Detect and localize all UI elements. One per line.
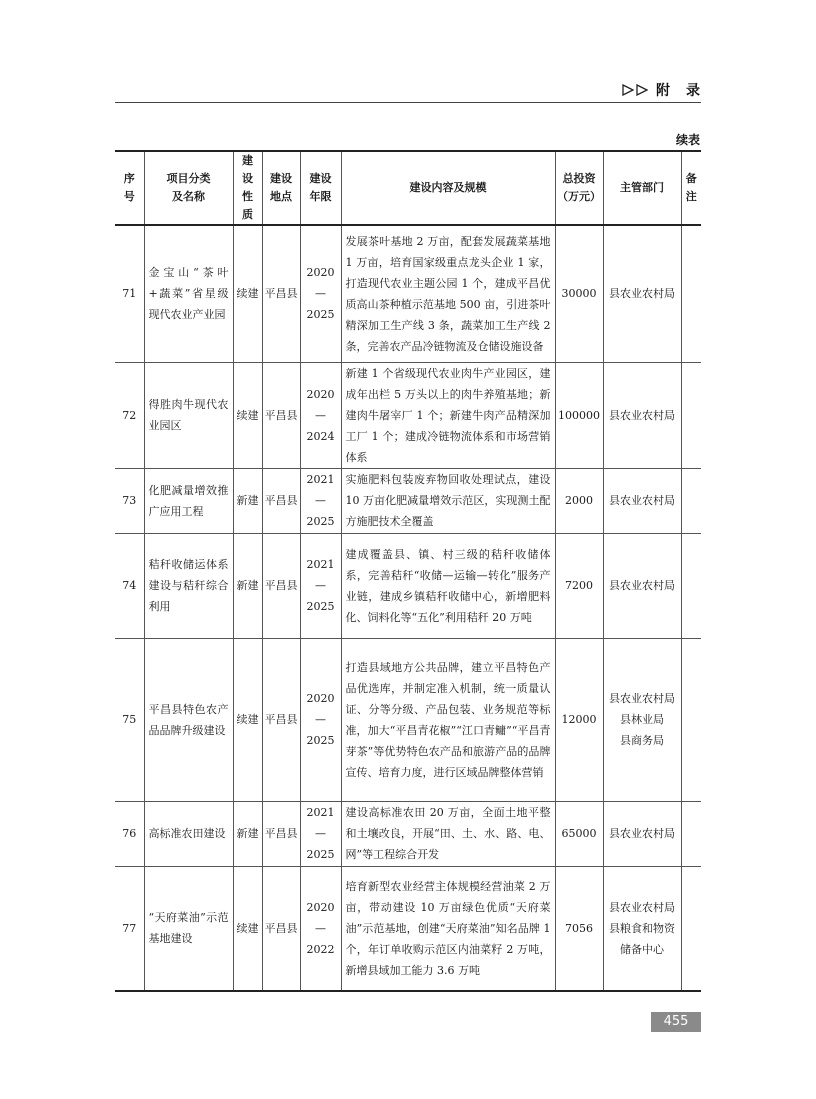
cell-location: 平昌县 <box>262 468 300 533</box>
cell-name: 平昌县特色农产品品牌升级建设 <box>144 638 233 801</box>
cell-content: 新建 1 个省级现代农业肉牛产业园区，建成年出栏 5 万头以上的肉牛养殖基地；新建肉牛屠宰厂 1 个；新建牛肉产品精深加工厂 1 个；建成冷链物流体系和市场营销体系 <box>341 362 555 468</box>
cell-nature: 续建 <box>233 225 262 362</box>
cell-no: 76 <box>115 801 144 866</box>
header-name: 项目分类 及名称 <box>144 151 233 225</box>
cell-location: 平昌县 <box>262 533 300 638</box>
cell-remarks <box>681 533 701 638</box>
cell-no: 73 <box>115 468 144 533</box>
cell-period: 2021— 2025 <box>300 533 341 638</box>
cell-period: 2021— 2025 <box>300 801 341 866</box>
cell-name: 金宝山“茶叶+蔬菜”省星级现代农业产业园 <box>144 225 233 362</box>
cell-investment: 12000 <box>555 638 603 801</box>
cell-name: “天府菜油”示范基地建设 <box>144 866 233 991</box>
cell-nature: 新建 <box>233 468 262 533</box>
cell-remarks <box>681 801 701 866</box>
cell-nature: 新建 <box>233 533 262 638</box>
cell-no: 77 <box>115 866 144 991</box>
cell-department: 县农业农村局 县粮食和物资储备中心 <box>603 866 681 991</box>
cell-remarks <box>681 638 701 801</box>
header-location: 建设 地点 <box>262 151 300 225</box>
cell-investment: 65000 <box>555 801 603 866</box>
header-no: 序 号 <box>115 151 144 225</box>
triangle-marker-icon <box>636 84 648 96</box>
cell-nature: 续建 <box>233 362 262 468</box>
cell-name: 化肥减量增效推广应用工程 <box>144 468 233 533</box>
table-row <box>115 225 701 362</box>
cell-remarks <box>681 468 701 533</box>
cell-location: 平昌县 <box>262 801 300 866</box>
cell-location: 平昌县 <box>262 638 300 801</box>
cell-investment: 7200 <box>555 533 603 638</box>
cell-department: 县农业农村局 <box>603 225 681 362</box>
cell-period: 2020— 2022 <box>300 866 341 991</box>
cell-investment: 7056 <box>555 866 603 991</box>
table-row <box>115 638 701 801</box>
header-content: 建设内容及规模 <box>341 151 555 225</box>
cell-department: 县农业农村局 县林业局 县商务局 <box>603 638 681 801</box>
cell-content: 建设高标准农田 20 万亩，全面土地平整和土壤改良，开展“田、土、水、路、电、网”等工程综合开发 <box>341 801 555 866</box>
cell-content: 建成覆盖县、镇、村三级的秸秆收储体系，完善秸秆“收储—运输—转化”服务产业链，建成乡镇秸秆收储中心，新增肥料化、饲料化等“五化”利用秸秆 20 万吨 <box>341 533 555 638</box>
cell-name: 高标准农田建设 <box>144 801 233 866</box>
cell-nature: 新建 <box>233 801 262 866</box>
table-row <box>115 468 701 533</box>
running-header-text <box>622 80 701 100</box>
cell-name: 得胜肉牛现代农业园区 <box>144 362 233 468</box>
header-period: 建设 年限 <box>300 151 341 225</box>
cell-investment: 100000 <box>555 362 603 468</box>
table-row <box>115 801 701 866</box>
project-table <box>115 150 701 992</box>
cell-department: 县农业农村局 <box>603 362 681 468</box>
cell-no: 74 <box>115 533 144 638</box>
cell-investment: 30000 <box>555 225 603 362</box>
cell-no: 75 <box>115 638 144 801</box>
table-row <box>115 362 701 468</box>
cell-nature: 续建 <box>233 638 262 801</box>
cell-investment: 2000 <box>555 468 603 533</box>
cell-period: 2021— 2025 <box>300 468 341 533</box>
table-row <box>115 866 701 991</box>
cell-content: 培育新型农业经营主体规模经营油菜 2 万亩，带动建设 10 万亩绿色优质“天府菜油”示范基地，创建“天府菜油”知名品牌 1 个，年订单收购示范区内油菜籽 2 万吨，新增县域加工能力 3.6 万吨 <box>341 866 555 991</box>
table-header-row <box>115 151 701 225</box>
continued-label: 续表 <box>675 133 700 147</box>
header-nature: 建设 性质 <box>233 151 262 225</box>
cell-content: 打造县域地方公共品牌，建立平昌特色产品优选库，并制定准入机制，统一质量认证、分等分级、产品包装、业务规范等标准，加大“平昌青花椒”“江口青鳙”“平昌青芽茶”等优势特色农产品和旅游产品的品牌宣传、培育力度，进行区域品牌整体营销 <box>341 638 555 801</box>
page-number: 455 <box>651 1012 701 1032</box>
cell-department: 县农业农村局 <box>603 801 681 866</box>
cell-period: 2020— 2024 <box>300 362 341 468</box>
cell-location: 平昌县 <box>262 225 300 362</box>
table-row <box>115 533 701 638</box>
cell-no: 71 <box>115 225 144 362</box>
cell-department: 县农业农村局 <box>603 468 681 533</box>
cell-remarks <box>681 866 701 991</box>
cell-remarks <box>681 225 701 362</box>
running-header <box>115 78 701 103</box>
cell-location: 平昌县 <box>262 362 300 468</box>
header-remarks: 备 注 <box>681 151 701 225</box>
header-investment: 总投资 （万元） <box>555 151 603 225</box>
triangle-marker-icon <box>622 84 634 96</box>
cell-nature: 续建 <box>233 866 262 991</box>
cell-content: 实施肥料包装废弃物回收处理试点，建设 10 万亩化肥减量增效示范区，实现测土配方施肥技术全覆盖 <box>341 468 555 533</box>
cell-no: 72 <box>115 362 144 468</box>
cell-location: 平昌县 <box>262 866 300 991</box>
header-department: 主管部门 <box>603 151 681 225</box>
section-title: 附 录 <box>656 83 701 99</box>
cell-name: 秸秆收储运体系建设与秸秆综合利用 <box>144 533 233 638</box>
cell-content: 发展茶叶基地 2 万亩，配套发展蔬菜基地 1 万亩，培育国家级重点龙头企业 1 家，打造现代农业主题公园 1 个，建成平昌优质高山茶种植示范基地 500 亩，引进茶叶精深加工生产线 3 条，蔬菜加工生产线 2 条，完善农产品冷链物流及仓储设施设备 <box>341 225 555 362</box>
cell-period: 2020— 2025 <box>300 638 341 801</box>
cell-remarks <box>681 362 701 468</box>
cell-period: 2020— 2025 <box>300 225 341 362</box>
cell-department: 县农业农村局 <box>603 533 681 638</box>
